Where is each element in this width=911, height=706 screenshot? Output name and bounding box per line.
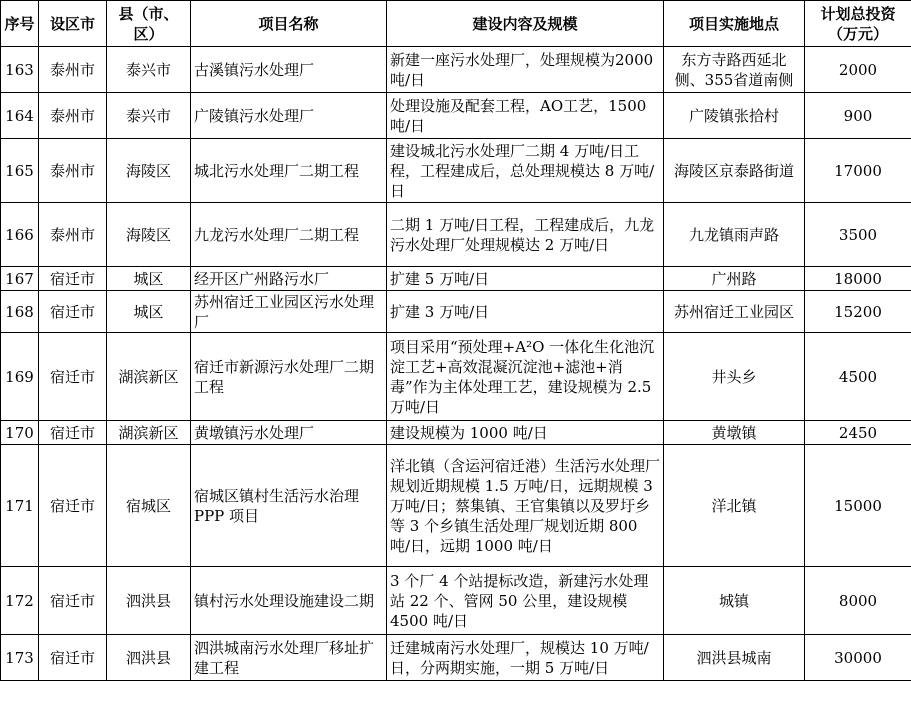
row-content: 3 个厂 4 个站提标改造，新建污水处理站 22 个、管网 50 公里，建设规模4500 吨/日 (387, 567, 664, 635)
row-no: 169 (1, 333, 39, 421)
row-investment: 4500 (805, 333, 911, 421)
header-county: 县（市、区） (107, 1, 191, 47)
row-county: 海陵区 (107, 139, 191, 203)
table-row (1, 93, 911, 139)
row-location: 洋北镇 (664, 445, 805, 567)
row-content: 迁建城南污水处理厂，规模达 10 万吨/日，分两期实施，一期 5 万吨/日 (387, 635, 664, 681)
row-county: 宿城区 (107, 445, 191, 567)
row-county: 泗洪县 (107, 567, 191, 635)
table-row (1, 333, 911, 421)
row-investment: 900 (805, 93, 911, 139)
row-name: 城北污水处理厂二期工程 (191, 139, 387, 203)
table-row (1, 267, 911, 291)
row-city: 泰州市 (39, 139, 107, 203)
row-city: 宿迁市 (39, 635, 107, 681)
row-name: 镇村污水处理设施建设二期 (191, 567, 387, 635)
row-location: 海陵区京泰路街道 (664, 139, 805, 203)
table-row (1, 445, 911, 567)
row-county: 海陵区 (107, 203, 191, 267)
table-row (1, 635, 911, 681)
row-county: 泗洪县 (107, 635, 191, 681)
row-content: 项目采用“预处理+A²O 一体化生化池沉淀工艺+高效混凝沉淀池+滤池+消毒”作为主体处理工艺，建设规模为 2.5 万吨/日 (387, 333, 664, 421)
row-county: 泰兴市 (107, 93, 191, 139)
row-county: 湖滨新区 (107, 421, 191, 445)
row-investment: 17000 (805, 139, 911, 203)
row-no: 167 (1, 267, 39, 291)
row-county: 泰兴市 (107, 47, 191, 93)
row-content: 新建一座污水处理厂，处理规模为2000吨/日 (387, 47, 664, 93)
row-name: 广陵镇污水处理厂 (191, 93, 387, 139)
row-investment: 3500 (805, 203, 911, 267)
table-row (1, 567, 911, 635)
row-county: 城区 (107, 267, 191, 291)
row-investment: 2000 (805, 47, 911, 93)
row-no: 168 (1, 291, 39, 333)
row-city: 泰州市 (39, 93, 107, 139)
row-city: 宿迁市 (39, 267, 107, 291)
row-county: 城区 (107, 291, 191, 333)
row-no: 172 (1, 567, 39, 635)
table-row (1, 421, 911, 445)
header-name: 项目名称 (191, 1, 387, 47)
row-investment: 15000 (805, 445, 911, 567)
row-investment: 15200 (805, 291, 911, 333)
row-name: 苏州宿迁工业园区污水处理厂 (191, 291, 387, 333)
row-no: 164 (1, 93, 39, 139)
row-location: 黄墩镇 (664, 421, 805, 445)
row-county: 湖滨新区 (107, 333, 191, 421)
row-location: 泗洪县城南 (664, 635, 805, 681)
row-content: 二期 1 万吨/日工程，工程建成后，九龙污水处理厂处理规模达 2 万吨/日 (387, 203, 664, 267)
row-location: 九龙镇雨声路 (664, 203, 805, 267)
row-name: 经开区广州路污水厂 (191, 267, 387, 291)
row-location: 井头乡 (664, 333, 805, 421)
row-no: 166 (1, 203, 39, 267)
table-row (1, 291, 911, 333)
header-content: 建设内容及规模 (387, 1, 664, 47)
row-city: 宿迁市 (39, 567, 107, 635)
row-no: 171 (1, 445, 39, 567)
row-no: 173 (1, 635, 39, 681)
table-row (1, 139, 911, 203)
row-location: 东方寺路西延北侧、355省道南侧 (664, 47, 805, 93)
row-content: 建设城北污水处理厂二期 4 万吨/日工程，工程建成后，总处理规模达 8 万吨/日 (387, 139, 664, 203)
row-content: 处理设施及配套工程，AO工艺，1500吨/日 (387, 93, 664, 139)
row-location: 广州路 (664, 267, 805, 291)
row-name: 黄墩镇污水处理厂 (191, 421, 387, 445)
row-content: 洋北镇（含运河宿迁港）生活污水处理厂规划近期规模 1.5 万吨/日，远期规模 3 万吨/日；蔡集镇、王官集镇以及罗圩乡等 3 个乡镇生活处理厂规划近期 800 吨/日，远期 1000 吨/日 (387, 445, 664, 567)
row-city: 宿迁市 (39, 291, 107, 333)
table-body (1, 47, 911, 681)
row-investment: 30000 (805, 635, 911, 681)
row-name: 宿城区镇村生活污水治理 PPP 项目 (191, 445, 387, 567)
row-name: 泗洪城南污水处理厂移址扩建工程 (191, 635, 387, 681)
row-no: 165 (1, 139, 39, 203)
header-investment: 计划总投资（万元） (805, 1, 911, 47)
header-no: 序号 (1, 1, 39, 47)
table-row (1, 47, 911, 93)
row-city: 宿迁市 (39, 333, 107, 421)
row-no: 163 (1, 47, 39, 93)
row-investment: 8000 (805, 567, 911, 635)
row-no: 170 (1, 421, 39, 445)
table-row (1, 203, 911, 267)
row-city: 泰州市 (39, 203, 107, 267)
row-content: 建设规模为 1000 吨/日 (387, 421, 664, 445)
row-location: 城镇 (664, 567, 805, 635)
row-investment: 2450 (805, 421, 911, 445)
row-content: 扩建 5 万吨/日 (387, 267, 664, 291)
row-location: 苏州宿迁工业园区 (664, 291, 805, 333)
row-name: 宿迁市新源污水处理厂二期工程 (191, 333, 387, 421)
row-content: 扩建 3 万吨/日 (387, 291, 664, 333)
row-location: 广陵镇张拾村 (664, 93, 805, 139)
header-city: 设区市 (39, 1, 107, 47)
row-investment: 18000 (805, 267, 911, 291)
row-city: 泰州市 (39, 47, 107, 93)
row-city: 宿迁市 (39, 445, 107, 567)
row-name: 古溪镇污水处理厂 (191, 47, 387, 93)
row-city: 宿迁市 (39, 421, 107, 445)
header-location: 项目实施地点 (664, 1, 805, 47)
row-name: 九龙污水处理厂二期工程 (191, 203, 387, 267)
header-row (1, 1, 911, 47)
